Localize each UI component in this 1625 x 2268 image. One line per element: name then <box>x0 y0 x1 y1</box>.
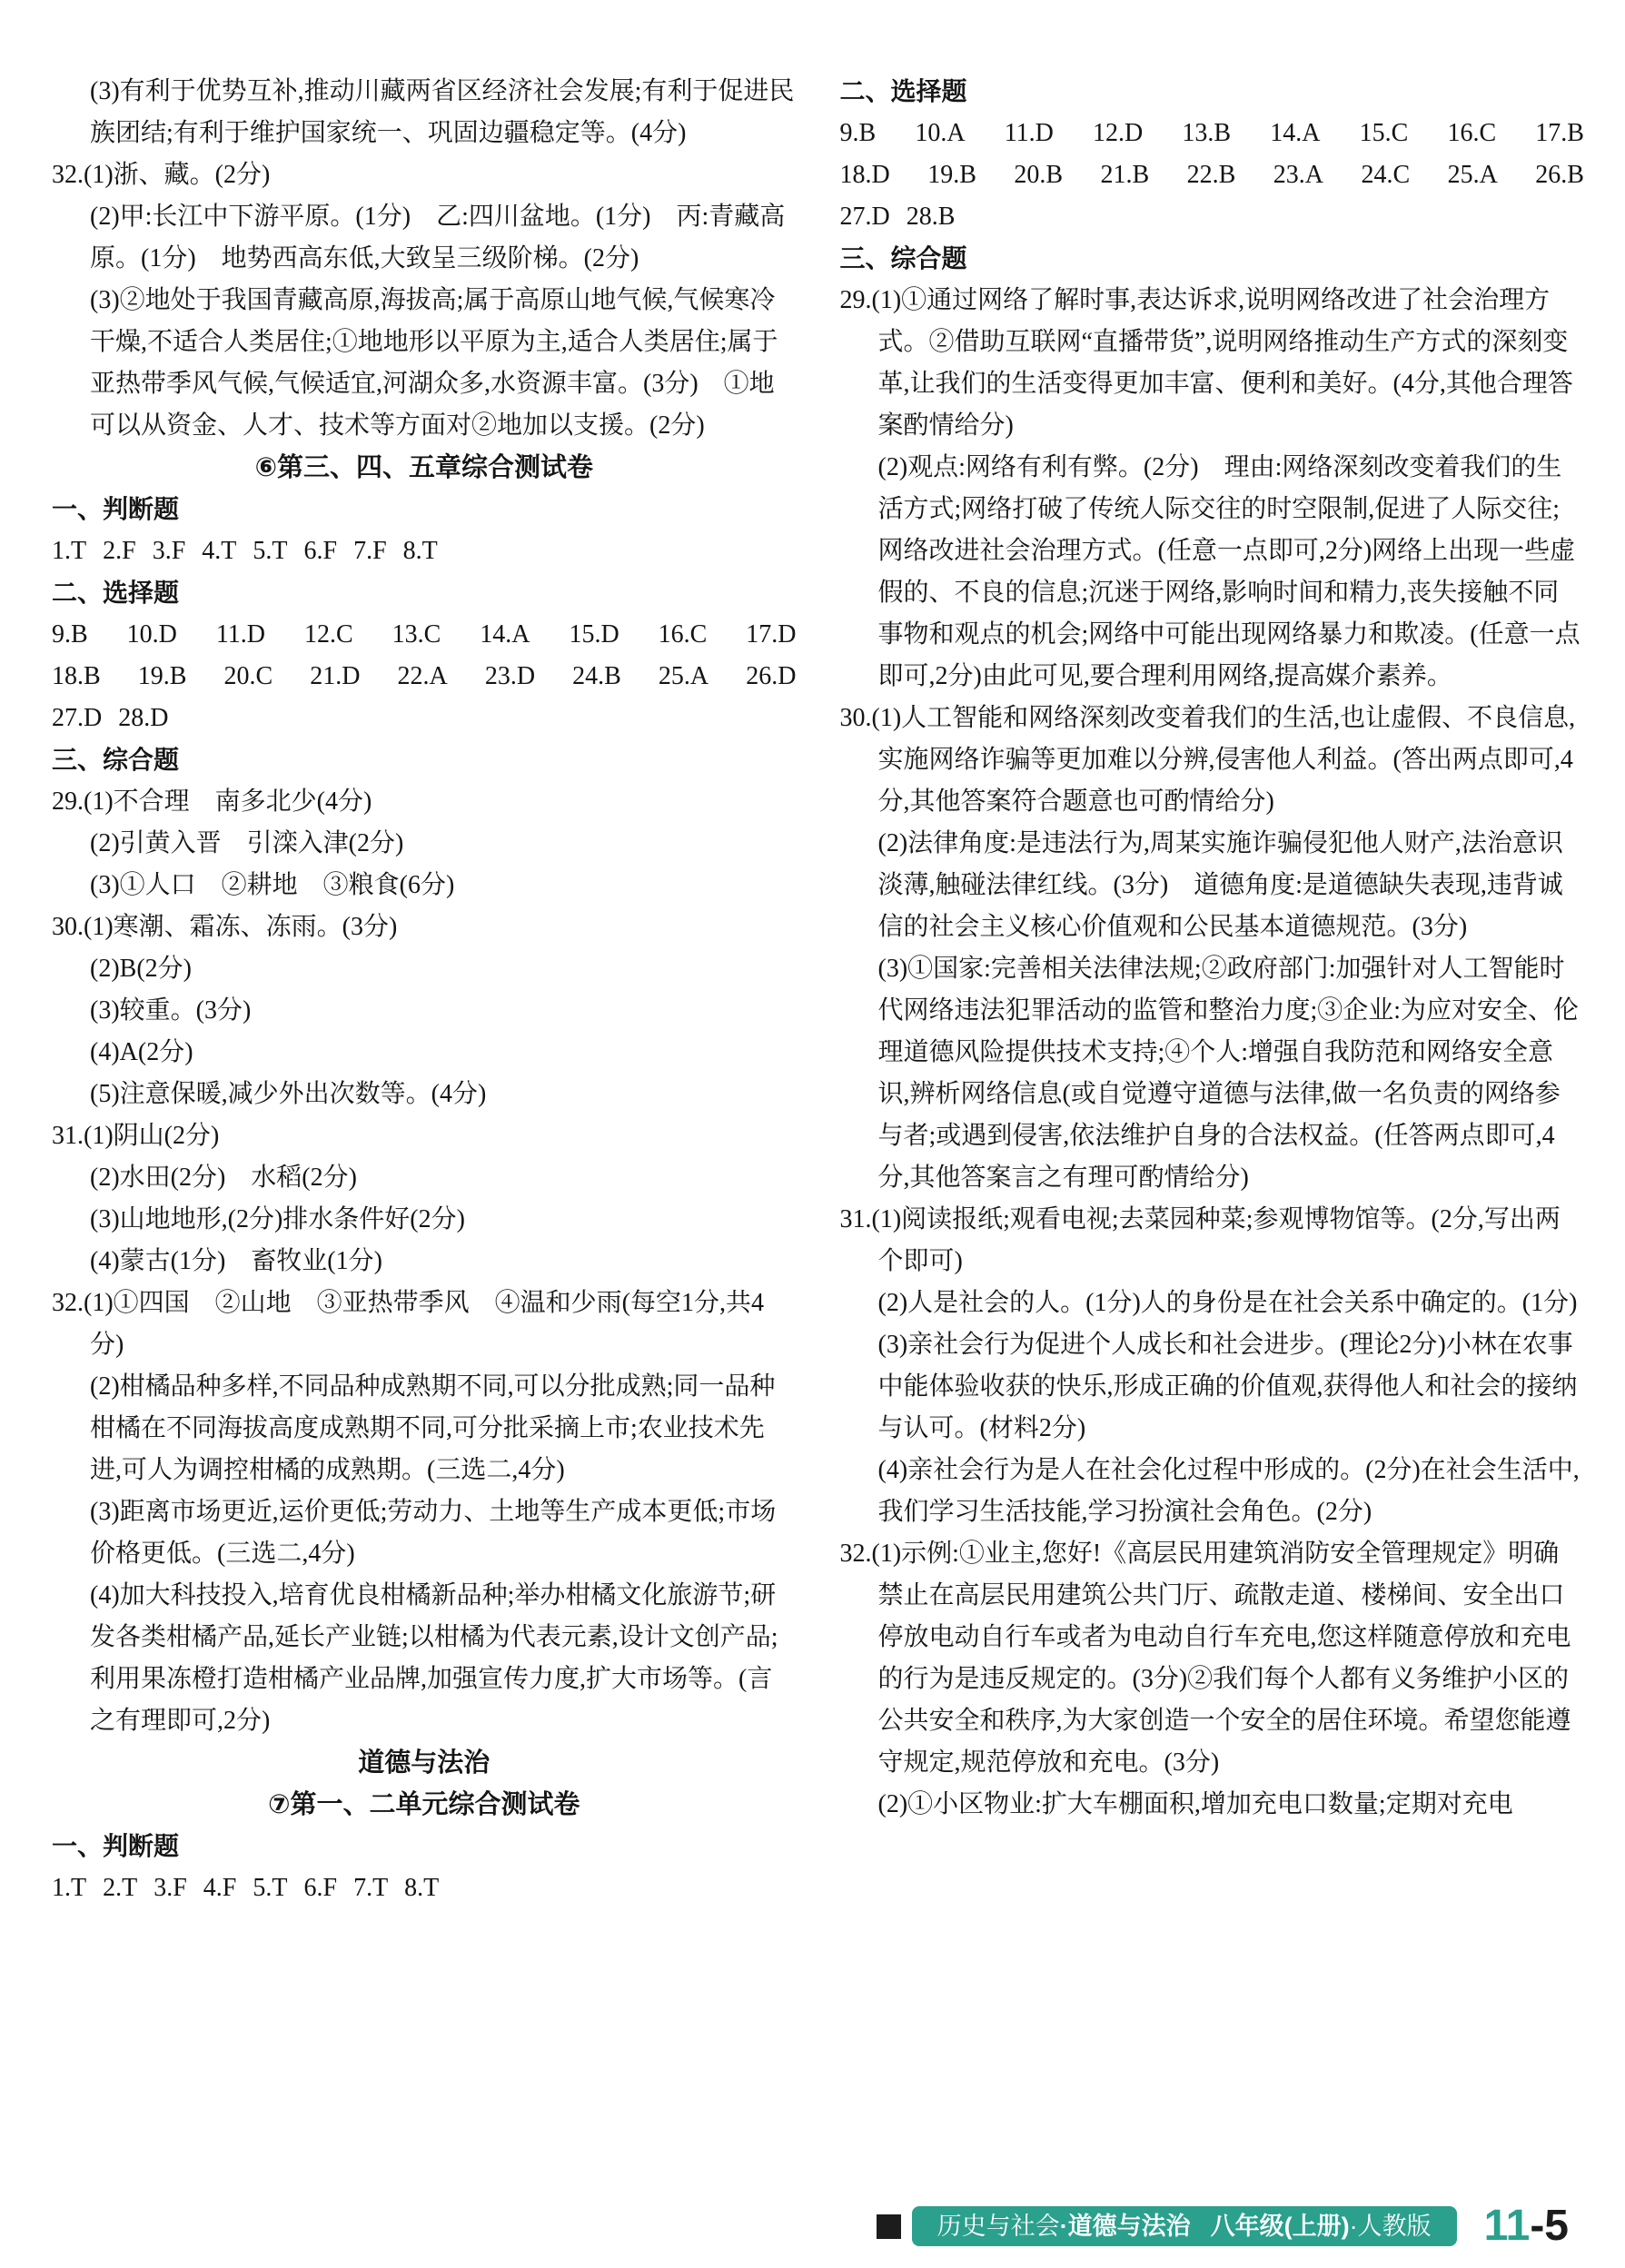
answer-item: 21.B <box>1100 161 1150 189</box>
answers-row-justified <box>52 656 797 698</box>
answer-subparagraph: (2)引黄入晋 引滦入津(2分) <box>90 829 404 857</box>
page-number-minor: -5 <box>1530 2202 1569 2250</box>
footer-grade-label: 八年级(上册) <box>1210 2213 1350 2240</box>
answer-item: 8.T <box>402 537 438 565</box>
answer-paragraph: 32.(1)①四国 ②山地 ③亚热带季风 ④温和少雨(每空1分,共4分) <box>52 1289 764 1359</box>
answer-item: 18.B <box>52 662 101 690</box>
answer-item: 19.B <box>137 662 187 690</box>
answer-paragraph: 30.(1)人工智能和网络深刻改变着我们的生活,也让虚假、不良信息,实施网络诈骗等更加难以分辨,侵害他人利益。(答出两点即可,4分,其他答案符合题意也可酌情给分) <box>839 704 1576 816</box>
answer-item: 20.B <box>1014 161 1064 189</box>
answer-item: 25.A <box>658 662 709 690</box>
answer-item: 23.D <box>484 662 536 690</box>
answers-row <box>52 698 797 739</box>
answer-item: 10.D <box>126 620 177 649</box>
answer-item: 24.B <box>572 662 621 690</box>
answer-subparagraph: (4)加大科技投入,培育优良柑橘新品种;举办柑橘文化旅游节;研发各类柑橘产品,延长产业链;以柑橘为代表元素,设计文创产品;利用果冻橙打造柑橘产业品牌,加强宣传力度,扩大市场等。(言之有理即可,2分) <box>90 1581 778 1735</box>
answer-item: 19.B <box>927 161 976 189</box>
answer-item: 14.A <box>1270 119 1321 147</box>
footer-square-mark <box>877 2214 901 2239</box>
answer-item: 22.A <box>397 662 448 690</box>
answer-item: 14.A <box>480 620 530 649</box>
answer-item: 4.F <box>203 1874 237 1902</box>
answer-item: 15.D <box>569 620 619 649</box>
answer-item: 7.T <box>353 1874 389 1902</box>
answer-item: 5.T <box>253 537 288 565</box>
answer-subparagraph: (2)甲:长江中下游平原。(1分) 乙:四川盆地。(1分) 丙:青藏高原。(1分) 地势西高东低,大致呈三级阶梯。(2分) <box>90 203 786 272</box>
answer-item: 17.D <box>746 620 797 649</box>
answer-item: 13.B <box>1182 119 1232 147</box>
answer-item: 28.B <box>906 203 956 231</box>
answer-subparagraph: (4)亲社会行为是人在社会化过程中形成的。(2分)在社会生活中,我们学习生活技能,学习扮演社会角色。(2分) <box>877 1456 1580 1526</box>
answer-subparagraph: (3)较重。(3分) <box>90 996 252 1025</box>
answer-item: 17.B <box>1535 119 1584 147</box>
answer-subparagraph: (3)①国家:完善相关法律法规;②政府部门:加强针对人工智能时代网络违法犯罪活动的监管和整治力度;③企业:为应对安全、伦理道德风险提供技术支持;④个人:增强自我防范和网络安全意识,辨析网络信息(或自觉遵守道德与法律,做一名负责的网络参与者;或遇到侵害,依法维护自身的合法权益。(任答两点即可,4分,其他答案言之有理可酌情给分) <box>877 955 1580 1192</box>
answer-item: 16.C <box>658 620 708 649</box>
answer-item: 5.T <box>253 1874 288 1902</box>
answer-subparagraph: (2)①小区物业:扩大车棚面积,增加充电口数量;定期对充电 <box>877 1790 1513 1818</box>
answers-row-justified <box>840 113 1585 154</box>
answer-subparagraph: (5)注意保暖,减少外出次数等。(4分) <box>90 1080 487 1108</box>
answer-subparagraph: (3)②地处于我国青藏高原,海拔高;属于高原山地气候,气候寒冷干燥,不适合人类居住;①地地形以平原为主,适合人类居住;属于亚热带季风气候,气候适宜,河湖众多,水资源丰富。(3分) ①地可以从资金、人才、技术等方面对②地加以支援。(2分) <box>90 286 778 440</box>
answer-paragraph: 29.(1)不合理 南多北少(4分) <box>52 787 372 816</box>
answer-item: 4.T <box>202 537 237 565</box>
answer-paragraph: 31.(1)阴山(2分) <box>52 1122 220 1150</box>
answer-item: 27.D <box>839 203 890 231</box>
answer-item: 12.D <box>1093 119 1144 147</box>
answer-item: 6.F <box>303 537 338 565</box>
section-heading: 三、综合题 <box>839 244 967 272</box>
answer-item: 27.D <box>52 704 103 732</box>
answer-item: 22.B <box>1186 161 1236 189</box>
answer-item: 11.D <box>215 620 266 649</box>
answer-subparagraph: (3)山地地形,(2分)排水条件好(2分) <box>90 1205 465 1233</box>
page-number <box>1484 2204 1569 2248</box>
answer-item: 6.F <box>303 1874 338 1902</box>
answer-item: 3.F <box>152 537 186 565</box>
answer-item: 3.F <box>154 1874 187 1902</box>
answer-subparagraph: (2)水田(2分) 水稻(2分) <box>90 1164 357 1192</box>
answer-item: 20.C <box>223 662 273 690</box>
answers-row-justified <box>52 614 797 656</box>
answers-row <box>840 196 1585 238</box>
answer-item: 8.T <box>404 1874 440 1902</box>
answer-item: 11.D <box>1004 119 1054 147</box>
answer-item: 21.D <box>310 662 361 690</box>
test-title: ⑥第三、四、五章综合测试卷 <box>254 453 594 482</box>
answer-paragraph: 29.(1)①通过网络了解时事,表达诉求,说明网络改进了社会治理方式。②借助互联网“直播带货”,说明网络推动生产方式的深刻变革,让我们的生活变得更加丰富、便利和美好。(4分,其他合理答案酌情给分) <box>839 286 1573 440</box>
answer-paragraph: 32.(1)浙、藏。(2分) <box>52 161 271 189</box>
footer-band <box>912 2206 1457 2246</box>
page-number-major: 11 <box>1483 2202 1531 2250</box>
section-heading: 二、选择题 <box>839 77 967 105</box>
answer-item: 10.A <box>915 119 966 147</box>
answer-item: 2.T <box>103 1874 138 1902</box>
answer-item: 7.F <box>353 537 387 565</box>
answer-subparagraph: (2)人是社会的人。(1分)人的身份是在社会关系中确定的。(1分) <box>877 1289 1578 1317</box>
column-2 <box>840 71 1585 1909</box>
section-heading: 三、综合题 <box>52 746 180 774</box>
answer-paragraph: 31.(1)阅读报纸;观看电视;去菜园种菜;参观博物馆等。(2分,写出两个即可) <box>839 1205 1561 1275</box>
test-title: ⑦第一、二单元综合测试卷 <box>267 1790 580 1819</box>
answer-paragraph: 32.(1)示例:①业主,您好!《高层民用建筑消防安全管理规定》明确禁止在高层民用建筑公共门厅、疏散走道、楼梯间、安全出口停放电动自行车或者为电动自行车充电,您这样随意停放和充电的行为是违反规定的。(3分)②我们每个人都有义务维护小区的公共安全和秩序,为大家创造一个安全的居住环境。希望您能遵守规定,规范停放和充电。(3分) <box>839 1540 1571 1777</box>
answer-paragraph: 30.(1)寒潮、霜冻、冻雨。(3分) <box>52 913 398 941</box>
footer-publisher-label: ·人教版 <box>1349 2213 1432 2240</box>
answer-item: 23.A <box>1273 161 1323 189</box>
answers-row-justified <box>840 154 1585 196</box>
answer-item: 26.D <box>746 662 797 690</box>
answer-subparagraph: (2)法律角度:是违法行为,周某实施诈骗侵犯他人财产,法治意识淡薄,触碰法律红线。(3分) 道德角度:是道德缺失表现,违背诚信的社会主义核心价值观和公民基本道德规范。(3分) <box>877 829 1563 941</box>
answer-subparagraph: (4)A(2分) <box>90 1038 193 1066</box>
answer-subparagraph: (4)蒙古(1分) 畜牧业(1分) <box>90 1247 382 1275</box>
answer-subparagraph: (2)柑橘品种多样,不同品种成熟期不同,可以分批成熟;同一品种柑橘在不同海拔高度成熟期不同,可分批采摘上市;农业技术先进,可人为调控柑橘的成熟期。(三选二,4分) <box>90 1372 776 1484</box>
answers-row <box>52 530 797 572</box>
answer-subparagraph: (2)观点:网络有利有弊。(2分) 理由:网络深刻改变着我们的生活方式;网络打破了传统人际交往的时空限制,促进了人际交往;网络改进社会治理方式。(任意一点即可,2分)网络上出现一些虚假的、不良的信息;沉迷于网络,影响时间和精力,丧失接触不同事物和观点的机会;网络中可能出现网络暴力和欺凌。(任意一点即可,2分)由此可见,要合理利用网络,提高媒介素养。 <box>877 453 1580 690</box>
answer-subparagraph: (3)有利于优势互补,推动川藏两省区经济社会发展;有利于促进民族团结;有利于维护国家统一、巩固边疆稳定等。(4分) <box>90 77 795 147</box>
answer-item: 15.C <box>1359 119 1409 147</box>
answer-item: 16.C <box>1447 119 1497 147</box>
answer-subparagraph: (2)B(2分) <box>90 955 192 983</box>
answer-item: 25.A <box>1447 161 1498 189</box>
answer-item: 28.D <box>118 704 169 732</box>
footer-subject-label: ·道德与法治 <box>1059 2213 1191 2240</box>
answer-item: 12.C <box>303 620 353 649</box>
answer-item: 24.C <box>1361 161 1411 189</box>
answer-item: 1.T <box>52 1874 87 1902</box>
answer-item: 9.B <box>839 119 877 147</box>
section-heading: 一、判断题 <box>52 1832 180 1860</box>
answer-item: 18.D <box>839 161 890 189</box>
test-title: 道德与法治 <box>358 1748 490 1778</box>
answer-item: 1.T <box>52 537 87 565</box>
column-1 <box>52 71 797 1909</box>
answer-item: 13.C <box>391 620 441 649</box>
page-footer <box>877 2204 1569 2248</box>
section-heading: 一、判断题 <box>52 495 180 523</box>
answer-subparagraph: (3)亲社会行为促进个人成长和社会进步。(理论2分)小林在农事中能体验收获的快乐,形成正确的价值观,获得他人和社会的接纳与认可。(材料2分) <box>877 1331 1578 1442</box>
answers-row <box>52 1867 797 1909</box>
answer-item: 2.F <box>103 537 136 565</box>
answer-subparagraph: (3)①人口 ②耕地 ③粮食(6分) <box>90 871 455 899</box>
section-heading: 二、选择题 <box>52 579 180 607</box>
footer-series-label: 历史与社会 <box>936 2213 1060 2240</box>
answer-item: 26.B <box>1535 161 1584 189</box>
answer-subparagraph: (3)距离市场更近,运价更低;劳动力、土地等生产成本更低;市场价格更低。(三选二,4分) <box>90 1498 777 1568</box>
answer-item: 9.B <box>52 620 88 649</box>
page-content <box>52 71 1584 1909</box>
